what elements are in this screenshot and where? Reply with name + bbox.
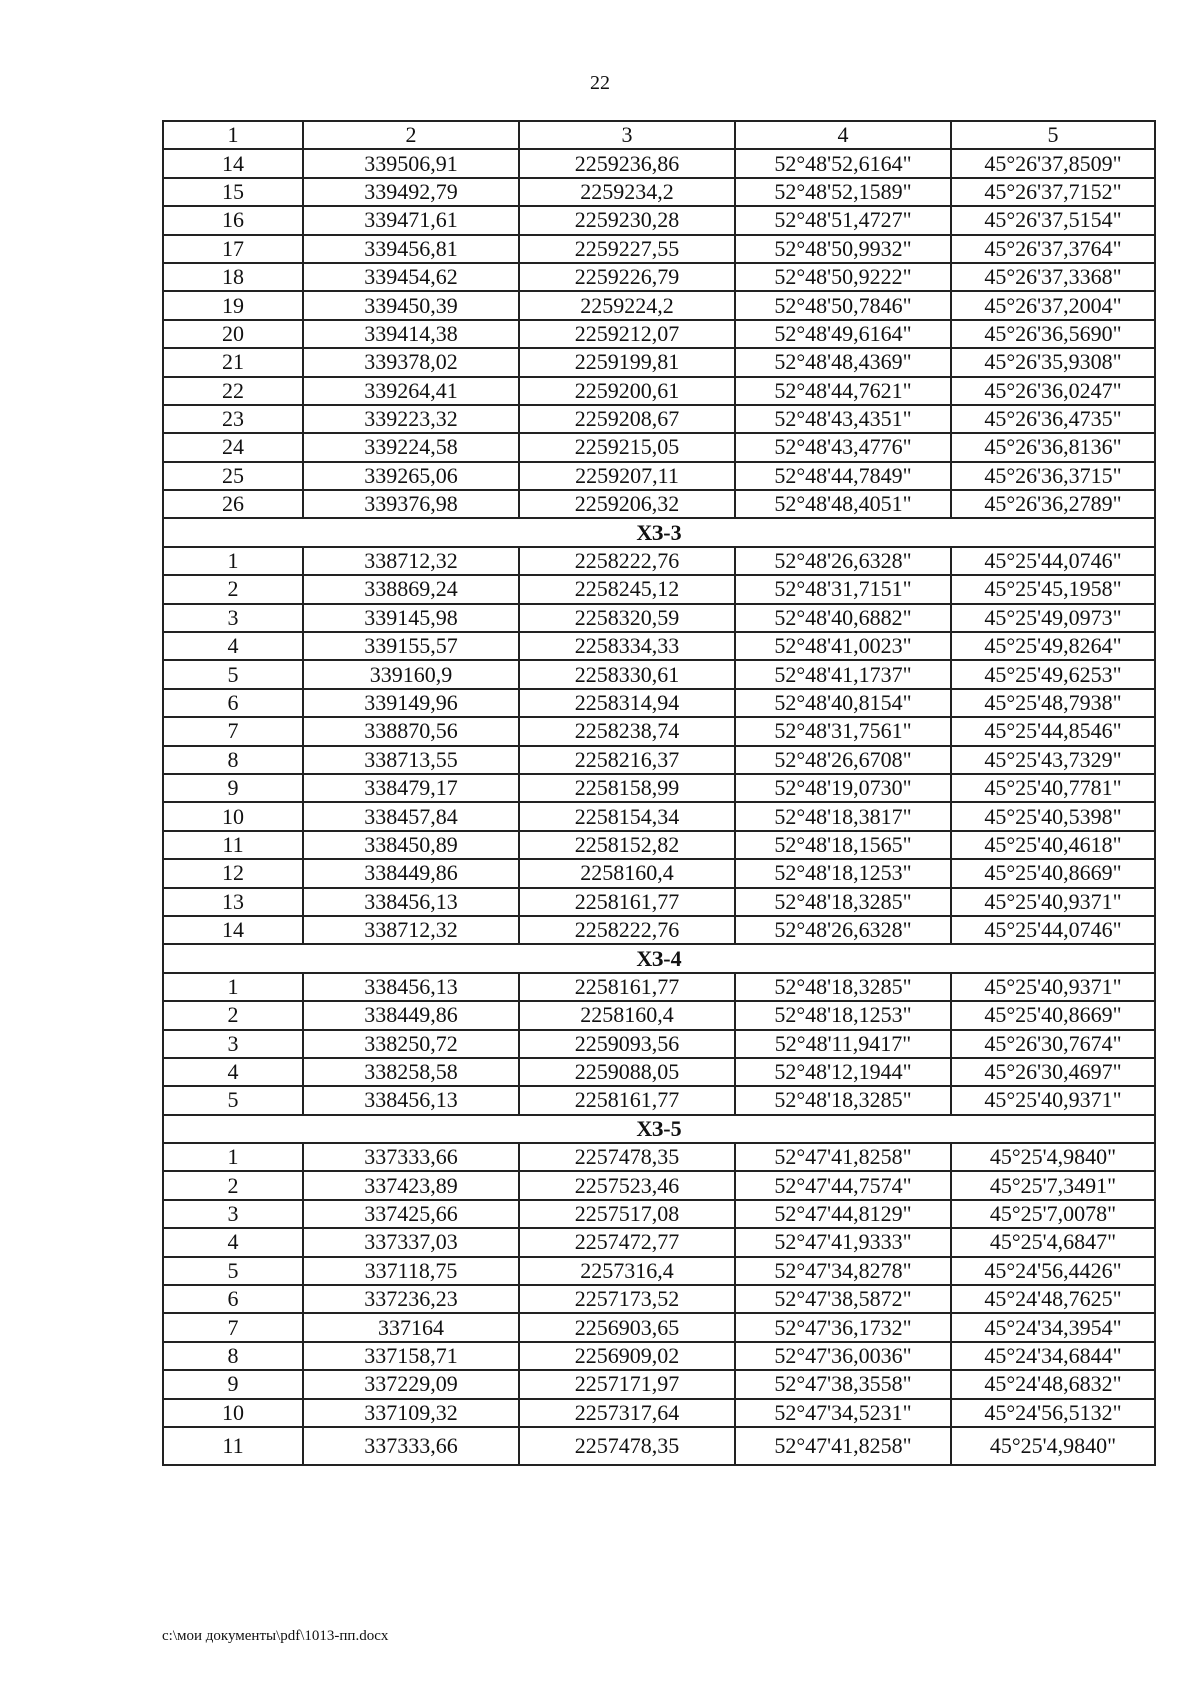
longitude-cell: 45°26'37,8509" [951,149,1155,177]
latitude-cell: 52°47'44,8129" [735,1200,951,1228]
table-row [163,660,1155,688]
longitude-cell: 45°24'56,4426" [951,1257,1155,1285]
y-coordinate-cell: 2259236,86 [519,149,735,177]
x-coordinate-cell: 338449,86 [303,1001,519,1029]
table-row [163,1313,1155,1341]
section-header-row [163,1115,1155,1143]
latitude-cell: 52°47'41,8258" [735,1427,951,1465]
longitude-cell: 45°26'36,8136" [951,433,1155,461]
y-coordinate-cell: 2257317,64 [519,1399,735,1427]
point-number-cell: 17 [163,235,303,263]
point-number-cell: 2 [163,575,303,603]
longitude-cell: 45°25'4,9840" [951,1427,1155,1465]
section-title: ХЗ-4 [163,944,1155,972]
x-coordinate-cell: 338450,89 [303,831,519,859]
table-row [163,1257,1155,1285]
longitude-cell: 45°25'7,0078" [951,1200,1155,1228]
latitude-cell: 52°48'50,9932" [735,235,951,263]
table-row [163,1058,1155,1086]
latitude-cell: 52°48'18,3285" [735,1086,951,1114]
x-coordinate-cell: 339160,9 [303,660,519,688]
y-coordinate-cell: 2259208,67 [519,405,735,433]
x-coordinate-cell: 337158,71 [303,1342,519,1370]
longitude-cell: 45°25'40,8669" [951,1001,1155,1029]
y-coordinate-cell: 2257173,52 [519,1285,735,1313]
y-coordinate-cell: 2259206,32 [519,490,735,518]
table-row [163,1200,1155,1228]
table-row [163,149,1155,177]
table-body [163,121,1155,1465]
table-row [163,1001,1155,1029]
point-number-cell: 18 [163,263,303,291]
y-coordinate-cell: 2257517,08 [519,1200,735,1228]
table-row [163,689,1155,717]
latitude-cell: 52°48'18,1253" [735,859,951,887]
latitude-cell: 52°48'11,9417" [735,1030,951,1058]
y-coordinate-cell: 2258152,82 [519,831,735,859]
longitude-cell: 45°26'36,4735" [951,405,1155,433]
longitude-cell: 45°26'36,2789" [951,490,1155,518]
longitude-cell: 45°25'40,7781" [951,774,1155,802]
longitude-cell: 45°25'40,9371" [951,888,1155,916]
x-coordinate-cell: 339450,39 [303,291,519,319]
table-row [163,1399,1155,1427]
table-row [163,291,1155,319]
longitude-cell: 45°26'37,7152" [951,178,1155,206]
y-coordinate-cell: 2258245,12 [519,575,735,603]
longitude-cell: 45°25'44,0746" [951,916,1155,944]
point-number-cell: 4 [163,1228,303,1256]
table-row [163,1427,1155,1465]
y-coordinate-cell: 2257478,35 [519,1143,735,1171]
y-coordinate-cell: 2259234,2 [519,178,735,206]
coordinates-table [162,120,1156,1466]
latitude-cell: 52°48'50,9222" [735,263,951,291]
point-number-cell: 4 [163,632,303,660]
point-number-cell: 3 [163,1030,303,1058]
x-coordinate-cell: 337164 [303,1313,519,1341]
y-coordinate-cell: 2258160,4 [519,1001,735,1029]
longitude-cell: 45°25'40,9371" [951,1086,1155,1114]
point-number-cell: 15 [163,178,303,206]
section-title: ХЗ-5 [163,1115,1155,1143]
latitude-cell: 52°48'43,4776" [735,433,951,461]
latitude-cell: 52°48'19,0730" [735,774,951,802]
latitude-cell: 52°47'34,8278" [735,1257,951,1285]
x-coordinate-cell: 339265,06 [303,462,519,490]
table-row [163,888,1155,916]
point-number-cell: 22 [163,377,303,405]
y-coordinate-cell: 2259227,55 [519,235,735,263]
x-coordinate-cell: 338870,56 [303,717,519,745]
latitude-cell: 52°48'26,6708" [735,746,951,774]
x-coordinate-cell: 337118,75 [303,1257,519,1285]
page-number: 22 [590,72,610,94]
x-coordinate-cell: 337423,89 [303,1171,519,1199]
point-number-cell: 23 [163,405,303,433]
longitude-cell: 45°26'35,9308" [951,348,1155,376]
point-number-cell: 5 [163,1086,303,1114]
y-coordinate-cell: 2259200,61 [519,377,735,405]
x-coordinate-cell: 339378,02 [303,348,519,376]
x-coordinate-cell: 337425,66 [303,1200,519,1228]
y-coordinate-cell: 2258216,37 [519,746,735,774]
point-number-cell: 10 [163,802,303,830]
longitude-cell: 45°24'34,6844" [951,1342,1155,1370]
x-coordinate-cell: 338456,13 [303,973,519,1001]
y-coordinate-cell: 2258314,94 [519,689,735,717]
y-coordinate-cell: 2258222,76 [519,547,735,575]
x-coordinate-cell: 339454,62 [303,263,519,291]
longitude-cell: 45°25'40,5398" [951,802,1155,830]
table-row [163,320,1155,348]
longitude-cell: 45°24'48,7625" [951,1285,1155,1313]
column-number-5: 5 [951,121,1155,149]
latitude-cell: 52°48'52,1589" [735,178,951,206]
table-row [163,1228,1155,1256]
table-row [163,348,1155,376]
x-coordinate-cell: 338713,55 [303,746,519,774]
x-coordinate-cell: 339414,38 [303,320,519,348]
table-row [163,235,1155,263]
x-coordinate-cell: 337333,66 [303,1427,519,1465]
table-row [163,206,1155,234]
longitude-cell: 45°26'36,5690" [951,320,1155,348]
point-number-cell: 3 [163,1200,303,1228]
x-coordinate-cell: 339223,32 [303,405,519,433]
table-row [163,1086,1155,1114]
table-row [163,831,1155,859]
y-coordinate-cell: 2259226,79 [519,263,735,291]
y-coordinate-cell: 2258222,76 [519,916,735,944]
y-coordinate-cell: 2258161,77 [519,973,735,1001]
table-row [163,377,1155,405]
point-number-cell: 4 [163,1058,303,1086]
y-coordinate-cell: 2257472,77 [519,1228,735,1256]
point-number-cell: 21 [163,348,303,376]
table-row [163,178,1155,206]
y-coordinate-cell: 2257171,97 [519,1370,735,1398]
latitude-cell: 52°48'31,7561" [735,717,951,745]
longitude-cell: 45°25'44,0746" [951,547,1155,575]
point-number-cell: 6 [163,1285,303,1313]
table-row [163,263,1155,291]
table-row [163,973,1155,1001]
point-number-cell: 1 [163,973,303,1001]
y-coordinate-cell: 2259224,2 [519,291,735,319]
x-coordinate-cell: 339155,57 [303,632,519,660]
point-number-cell: 12 [163,859,303,887]
point-number-cell: 24 [163,433,303,461]
y-coordinate-cell: 2257523,46 [519,1171,735,1199]
y-coordinate-cell: 2259207,11 [519,462,735,490]
column-number-1: 1 [163,121,303,149]
latitude-cell: 52°48'48,4051" [735,490,951,518]
longitude-cell: 45°24'48,6832" [951,1370,1155,1398]
x-coordinate-cell: 339456,81 [303,235,519,263]
x-coordinate-cell: 337229,09 [303,1370,519,1398]
point-number-cell: 2 [163,1001,303,1029]
y-coordinate-cell: 2258161,77 [519,1086,735,1114]
point-number-cell: 6 [163,689,303,717]
table-row [163,632,1155,660]
x-coordinate-cell: 339224,58 [303,433,519,461]
point-number-cell: 1 [163,1143,303,1171]
point-number-cell: 1 [163,547,303,575]
x-coordinate-cell: 338456,13 [303,1086,519,1114]
latitude-cell: 52°48'18,1253" [735,1001,951,1029]
table-row [163,462,1155,490]
x-coordinate-cell: 339506,91 [303,149,519,177]
section-header-row [163,944,1155,972]
point-number-cell: 25 [163,462,303,490]
point-number-cell: 7 [163,717,303,745]
longitude-cell: 45°26'36,3715" [951,462,1155,490]
point-number-cell: 14 [163,149,303,177]
latitude-cell: 52°48'18,1565" [735,831,951,859]
x-coordinate-cell: 337236,23 [303,1285,519,1313]
table-row [163,1285,1155,1313]
point-number-cell: 14 [163,916,303,944]
longitude-cell: 45°25'44,8546" [951,717,1155,745]
point-number-cell: 7 [163,1313,303,1341]
x-coordinate-cell: 337337,03 [303,1228,519,1256]
x-coordinate-cell: 339376,98 [303,490,519,518]
table-row [163,717,1155,745]
latitude-cell: 52°48'40,8154" [735,689,951,717]
x-coordinate-cell: 338869,24 [303,575,519,603]
y-coordinate-cell: 2256903,65 [519,1313,735,1341]
table-row [163,916,1155,944]
point-number-cell: 5 [163,660,303,688]
table-row [163,859,1155,887]
latitude-cell: 52°47'38,5872" [735,1285,951,1313]
point-number-cell: 11 [163,1427,303,1465]
point-number-cell: 8 [163,1342,303,1370]
longitude-cell: 45°26'30,7674" [951,1030,1155,1058]
point-number-cell: 13 [163,888,303,916]
latitude-cell: 52°48'49,6164" [735,320,951,348]
point-number-cell: 5 [163,1257,303,1285]
x-coordinate-cell: 339145,98 [303,604,519,632]
y-coordinate-cell: 2256909,02 [519,1342,735,1370]
table-row [163,746,1155,774]
point-number-cell: 9 [163,774,303,802]
latitude-cell: 52°48'12,1944" [735,1058,951,1086]
y-coordinate-cell: 2258238,74 [519,717,735,745]
latitude-cell: 52°47'41,8258" [735,1143,951,1171]
y-coordinate-cell: 2259212,07 [519,320,735,348]
longitude-cell: 45°26'37,3368" [951,263,1155,291]
latitude-cell: 52°48'18,3817" [735,802,951,830]
latitude-cell: 52°47'36,1732" [735,1313,951,1341]
x-coordinate-cell: 338250,72 [303,1030,519,1058]
table-row [163,774,1155,802]
longitude-cell: 45°25'43,7329" [951,746,1155,774]
latitude-cell: 52°48'41,1737" [735,660,951,688]
x-coordinate-cell: 338449,86 [303,859,519,887]
y-coordinate-cell: 2258161,77 [519,888,735,916]
latitude-cell: 52°48'26,6328" [735,916,951,944]
latitude-cell: 52°48'26,6328" [735,547,951,575]
table-row [163,547,1155,575]
longitude-cell: 45°26'36,0247" [951,377,1155,405]
y-coordinate-cell: 2258154,34 [519,802,735,830]
y-coordinate-cell: 2257316,4 [519,1257,735,1285]
longitude-cell: 45°26'37,5154" [951,206,1155,234]
longitude-cell: 45°25'49,8264" [951,632,1155,660]
x-coordinate-cell: 338479,17 [303,774,519,802]
x-coordinate-cell: 339471,61 [303,206,519,234]
y-coordinate-cell: 2257478,35 [519,1427,735,1465]
point-number-cell: 8 [163,746,303,774]
latitude-cell: 52°48'18,3285" [735,888,951,916]
x-coordinate-cell: 337333,66 [303,1143,519,1171]
column-number-3: 3 [519,121,735,149]
section-title: ХЗ-3 [163,518,1155,546]
longitude-cell: 45°25'40,4618" [951,831,1155,859]
point-number-cell: 19 [163,291,303,319]
longitude-cell: 45°25'7,3491" [951,1171,1155,1199]
latitude-cell: 52°47'44,7574" [735,1171,951,1199]
table-row [163,1030,1155,1058]
table-row [163,1342,1155,1370]
y-coordinate-cell: 2259093,56 [519,1030,735,1058]
point-number-cell: 26 [163,490,303,518]
longitude-cell: 45°24'56,5132" [951,1399,1155,1427]
table-row [163,1171,1155,1199]
x-coordinate-cell: 338457,84 [303,802,519,830]
x-coordinate-cell: 338712,32 [303,916,519,944]
table-row [163,575,1155,603]
longitude-cell: 45°25'49,0973" [951,604,1155,632]
latitude-cell: 52°48'44,7621" [735,377,951,405]
point-number-cell: 11 [163,831,303,859]
table-row [163,433,1155,461]
latitude-cell: 52°47'34,5231" [735,1399,951,1427]
y-coordinate-cell: 2259215,05 [519,433,735,461]
latitude-cell: 52°47'38,3558" [735,1370,951,1398]
table-header-row [163,121,1155,149]
longitude-cell: 45°25'4,9840" [951,1143,1155,1171]
longitude-cell: 45°25'4,6847" [951,1228,1155,1256]
x-coordinate-cell: 339492,79 [303,178,519,206]
latitude-cell: 52°48'52,6164" [735,149,951,177]
latitude-cell: 52°48'43,4351" [735,405,951,433]
latitude-cell: 52°47'36,0036" [735,1342,951,1370]
longitude-cell: 45°26'37,2004" [951,291,1155,319]
longitude-cell: 45°25'40,8669" [951,859,1155,887]
x-coordinate-cell: 338712,32 [303,547,519,575]
latitude-cell: 52°47'41,9333" [735,1228,951,1256]
latitude-cell: 52°48'48,4369" [735,348,951,376]
x-coordinate-cell: 339264,41 [303,377,519,405]
point-number-cell: 20 [163,320,303,348]
latitude-cell: 52°48'51,4727" [735,206,951,234]
y-coordinate-cell: 2258330,61 [519,660,735,688]
point-number-cell: 10 [163,1399,303,1427]
longitude-cell: 45°26'30,4697" [951,1058,1155,1086]
section-header-row [163,518,1155,546]
latitude-cell: 52°48'41,0023" [735,632,951,660]
latitude-cell: 52°48'31,7151" [735,575,951,603]
point-number-cell: 16 [163,206,303,234]
y-coordinate-cell: 2258158,99 [519,774,735,802]
table-row [163,405,1155,433]
table-row [163,1143,1155,1171]
table-row [163,802,1155,830]
longitude-cell: 45°25'40,9371" [951,973,1155,1001]
latitude-cell: 52°48'50,7846" [735,291,951,319]
longitude-cell: 45°25'49,6253" [951,660,1155,688]
y-coordinate-cell: 2258334,33 [519,632,735,660]
footer-file-path: c:\мои документы\pdf\1013-пп.docx [162,1628,389,1644]
x-coordinate-cell: 338258,58 [303,1058,519,1086]
point-number-cell: 3 [163,604,303,632]
x-coordinate-cell: 338456,13 [303,888,519,916]
table-row [163,1370,1155,1398]
column-number-2: 2 [303,121,519,149]
y-coordinate-cell: 2259199,81 [519,348,735,376]
latitude-cell: 52°48'44,7849" [735,462,951,490]
longitude-cell: 45°24'34,3954" [951,1313,1155,1341]
x-coordinate-cell: 337109,32 [303,1399,519,1427]
y-coordinate-cell: 2258160,4 [519,859,735,887]
y-coordinate-cell: 2259230,28 [519,206,735,234]
longitude-cell: 45°26'37,3764" [951,235,1155,263]
latitude-cell: 52°48'40,6882" [735,604,951,632]
longitude-cell: 45°25'48,7938" [951,689,1155,717]
table-row [163,490,1155,518]
x-coordinate-cell: 339149,96 [303,689,519,717]
y-coordinate-cell: 2258320,59 [519,604,735,632]
point-number-cell: 2 [163,1171,303,1199]
y-coordinate-cell: 2259088,05 [519,1058,735,1086]
longitude-cell: 45°25'45,1958" [951,575,1155,603]
table-row [163,604,1155,632]
point-number-cell: 9 [163,1370,303,1398]
column-number-4: 4 [735,121,951,149]
latitude-cell: 52°48'18,3285" [735,973,951,1001]
